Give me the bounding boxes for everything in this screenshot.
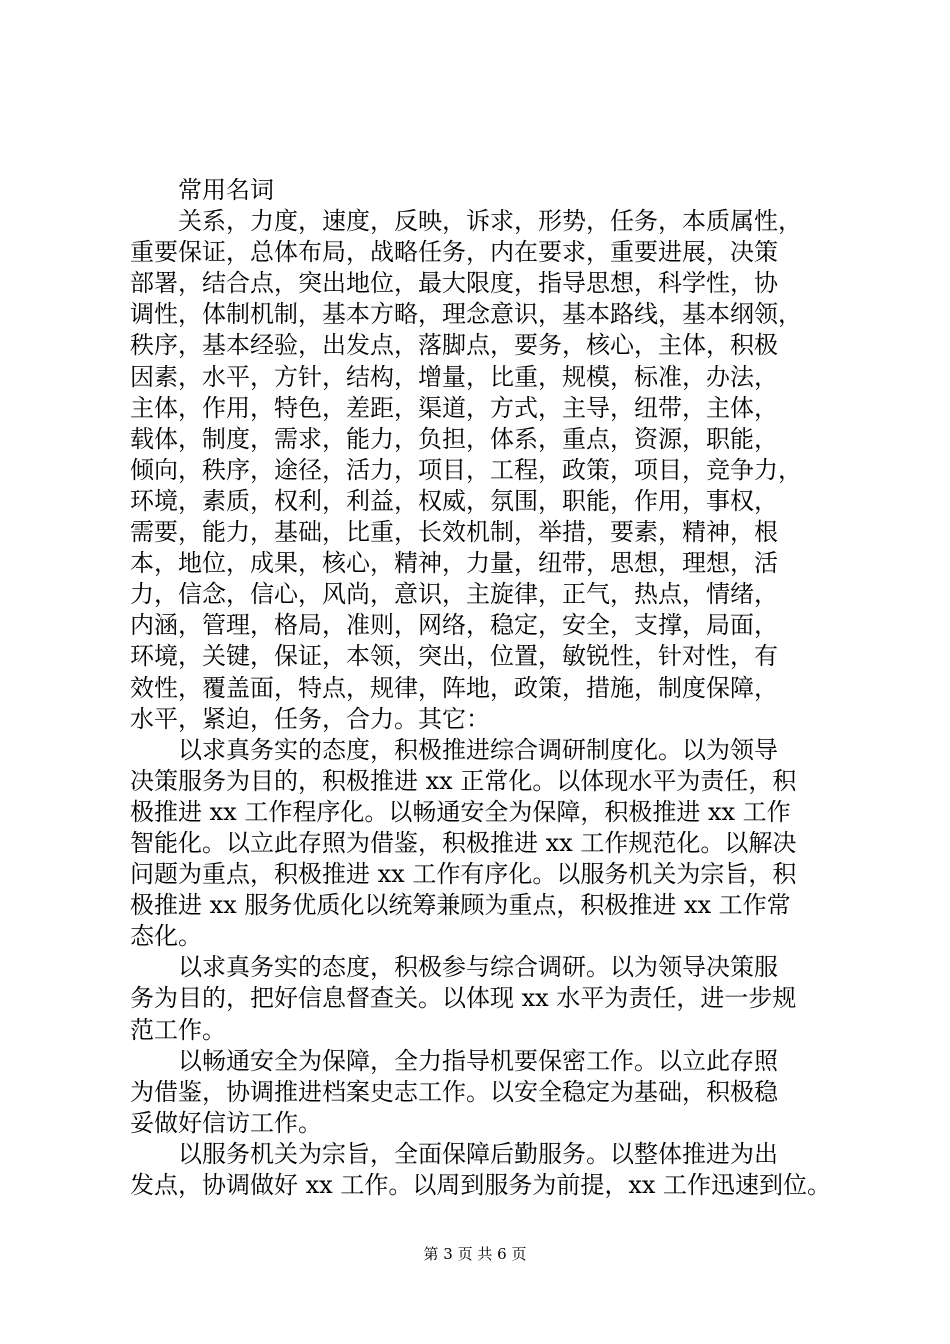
paragraph bbox=[130, 206, 860, 735]
text-line: 部署，结合点，突出地位，最大限度，指导思想，科学性，协 bbox=[130, 269, 778, 298]
text-line: 因素，水平，方针，结构，增量，比重，规模，标准，办法， bbox=[130, 362, 778, 391]
page-footer: 第 3 页 共 6 页 bbox=[423, 1245, 527, 1263]
text-line: 范工作。 bbox=[130, 1015, 226, 1044]
text-line: 务为目的，把好信息督查关。以体现 xx 水平为责任，进一步规 bbox=[130, 984, 797, 1013]
paragraph bbox=[130, 1139, 860, 1201]
text-line: 为借鉴，协调推进档案史志工作。以安全稳定为基础，积极稳 bbox=[130, 1077, 778, 1106]
text-line: 本，地位，成果，核心，精神，力量，纽带，思想，理想，活 bbox=[130, 549, 778, 578]
text-line: 内涵，管理，格局，准则，网络，稳定，安全，支撑，局面， bbox=[130, 611, 778, 640]
text-line: 效性，覆盖面，特点，规律，阵地，政策，措施，制度保障， bbox=[130, 673, 778, 702]
text-line: 以求真务实的态度，积极参与综合调研。以为领导决策服 bbox=[178, 953, 778, 982]
text-line: 妥做好信访工作。 bbox=[130, 1108, 322, 1137]
text-line: 水平，紧迫，任务，合力。其它： bbox=[130, 704, 490, 733]
text-line: 以畅通安全为保障，全力指导机要保密工作。以立此存照 bbox=[178, 1046, 778, 1075]
text-line: 调性，体制机制，基本方略，理念意识，基本路线，基本纲领， bbox=[130, 300, 802, 329]
paragraph bbox=[130, 735, 860, 953]
text-line: 以求真务实的态度，积极推进综合调研制度化。以为领导 bbox=[178, 735, 778, 764]
document-body bbox=[130, 175, 860, 1201]
text-line: 极推进 xx 工作程序化。以畅通安全为保障，积极推进 xx 工作 bbox=[130, 797, 791, 826]
text-line: 主体，作用，特色，差距，渠道，方式，主导，纽带，主体， bbox=[130, 393, 778, 422]
text-line: 发点，协调做好 xx 工作。以周到服务为前提，xx 工作迅速到位。 bbox=[130, 1171, 832, 1199]
text-line: 环境，关键，保证，本领，突出，位置，敏锐性，针对性，有 bbox=[130, 642, 778, 671]
text-line: 秩序，基本经验，出发点，落脚点，要务，核心，主体，积极 bbox=[130, 331, 778, 360]
text-line: 以服务机关为宗旨，全面保障后勤服务。以整体推进为出 bbox=[178, 1139, 778, 1168]
text-line: 智能化。以立此存照为借鉴，积极推进 xx 工作规范化。以解决 bbox=[130, 828, 797, 857]
text-line: 关系，力度，速度，反映，诉求，形势，任务，本质属性， bbox=[178, 207, 802, 236]
text-line: 载体，制度，需求，能力，负担，体系，重点，资源，职能， bbox=[130, 424, 778, 453]
paragraph bbox=[130, 1046, 860, 1139]
text-line: 极推进 xx 服务优质化以统筹兼顾为重点，积极推进 xx 工作常 bbox=[130, 891, 791, 920]
text-line: 需要，能力，基础，比重，长效机制，举措，要素，精神，根 bbox=[130, 518, 778, 547]
text-line: 力，信念，信心，风尚，意识，主旋律，正气，热点，情绪， bbox=[130, 580, 778, 609]
document-heading: 常用名词 bbox=[178, 176, 274, 204]
text-line: 倾向，秩序，途径，活力，项目，工程，政策，项目，竞争力， bbox=[130, 455, 802, 484]
text-line: 环境，素质，权利，利益，权威，氛围，职能，作用，事权， bbox=[130, 486, 778, 515]
text-line: 态化。 bbox=[130, 922, 202, 951]
text-line: 决策服务为目的，积极推进 xx 正常化。以体现水平为责任，积 bbox=[130, 766, 797, 795]
text-line: 重要保证，总体布局，战略任务，内在要求，重要进展，决策 bbox=[130, 238, 778, 267]
paragraph-list bbox=[130, 206, 860, 1201]
paragraph bbox=[130, 952, 860, 1045]
text-line: 问题为重点，积极推进 xx 工作有序化。以服务机关为宗旨，积 bbox=[130, 860, 797, 889]
